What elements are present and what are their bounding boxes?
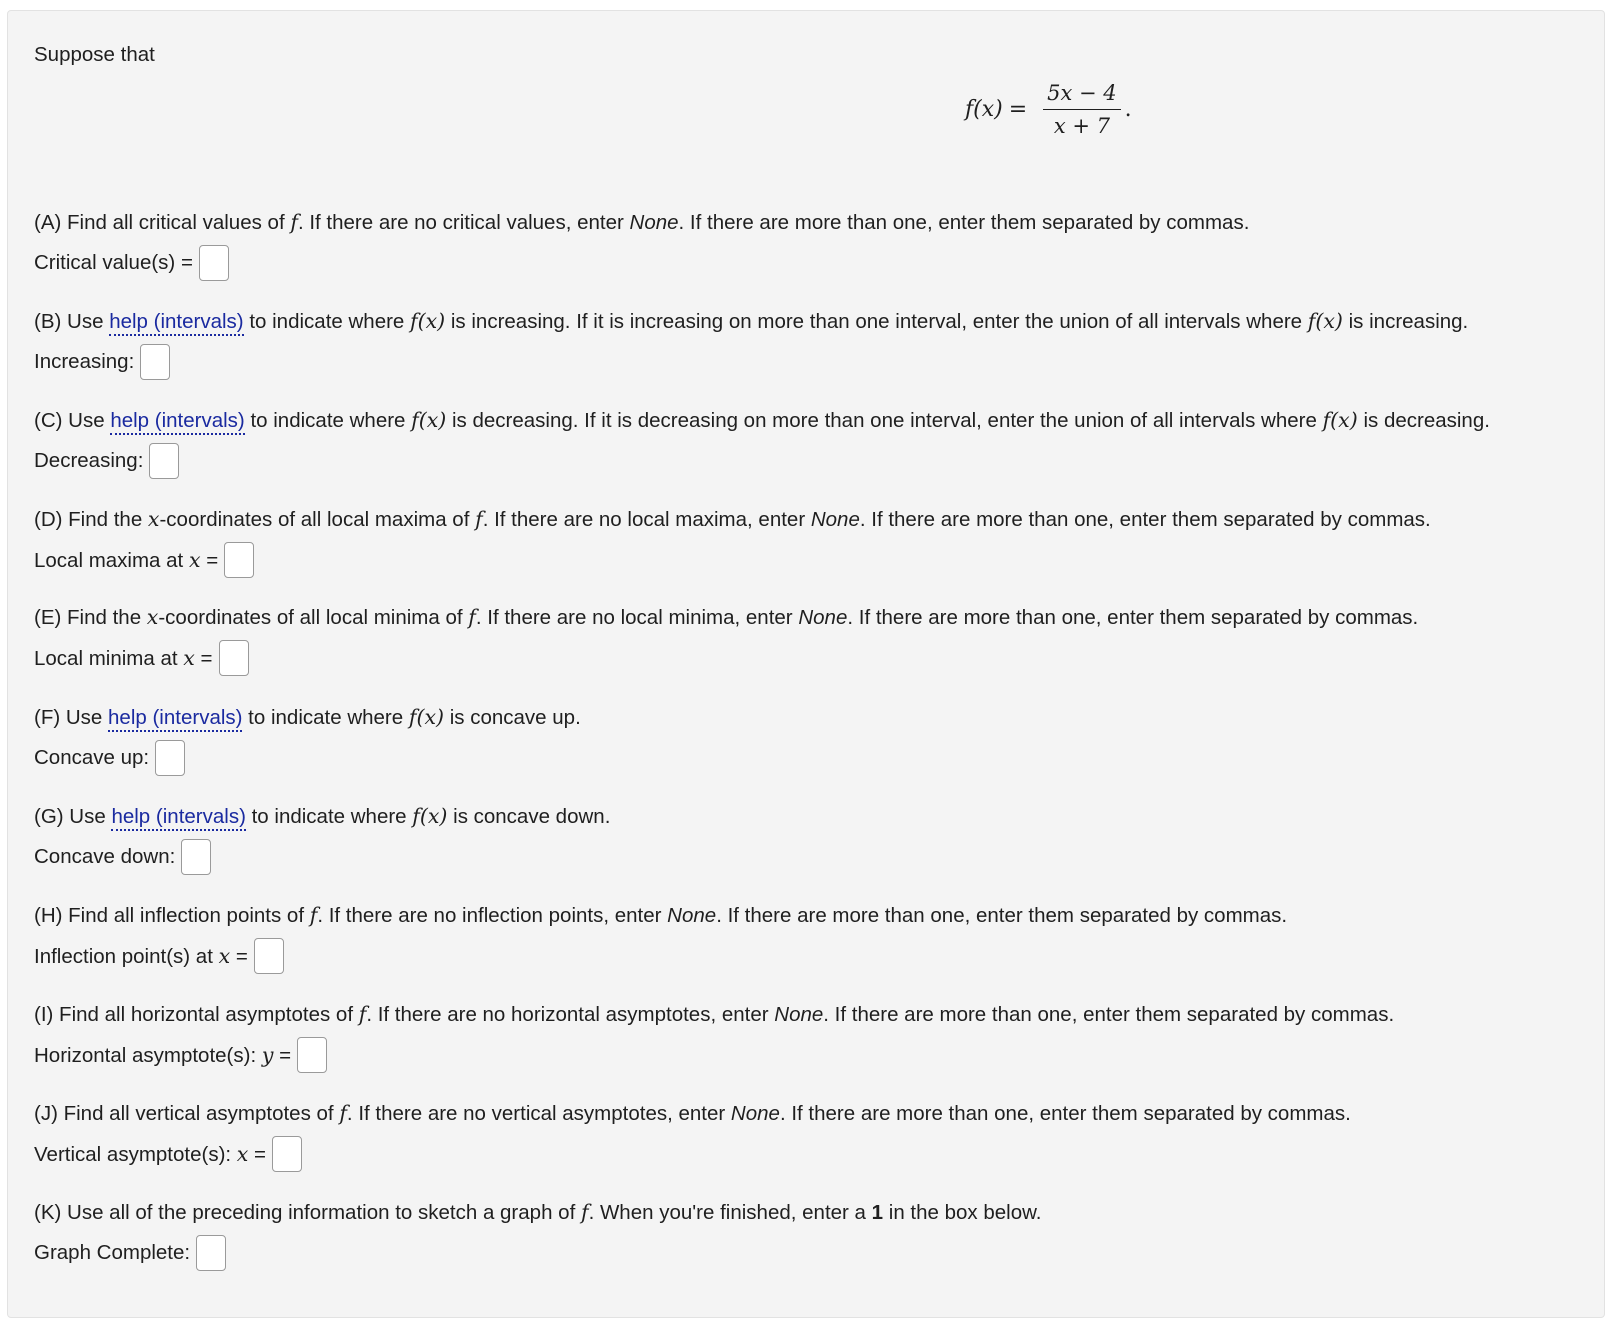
- formula-period: .: [1124, 97, 1132, 122]
- part-c-question: (C) Use help (intervals) to indicate where f(x) is decreasing. If it is decreasing on more than one interval, enter the union of all intervals where f(x) is decreasing.: [34, 406, 1490, 435]
- part-a-question: (A) Find all critical values of f. If there are no critical values, enter None. If there are more than one, enter them separated by commas.: [34, 210, 1250, 234]
- critical-values-label: Critical value(s) =: [34, 251, 193, 274]
- vertical-asymptotes-input[interactable]: [272, 1136, 302, 1172]
- horizontal-asymptotes-input[interactable]: [297, 1037, 327, 1073]
- inflection-points-input[interactable]: [254, 938, 284, 974]
- local-minima-label: Local minima at x =: [34, 645, 213, 670]
- part-i: [34, 1000, 1394, 1073]
- part-d-question: (D) Find the x-coordinates of all local maxima of f. If there are no local maxima, enter None. If there are more than one, enter them separated by commas.: [34, 507, 1431, 531]
- part-f-answer-row: [34, 740, 581, 776]
- help-intervals-link[interactable]: help (intervals): [110, 409, 244, 435]
- part-i-question: (I) Find all horizontal asymptotes of f. If there are no horizontal asymptotes, enter None. If there are more than one, enter them separated by commas.: [34, 1002, 1395, 1026]
- part-h-question: (H) Find all inflection points of f. If there are no inflection points, enter None. If there are more than one, enter them separated by commas.: [34, 903, 1288, 927]
- concave-down-input[interactable]: [181, 839, 211, 875]
- graph-complete-label: Graph Complete:: [34, 1241, 191, 1264]
- graph-complete-input[interactable]: [196, 1235, 226, 1271]
- intro-text: Suppose that: [34, 43, 155, 66]
- part-d: [34, 505, 1431, 578]
- help-intervals-link[interactable]: help (intervals): [108, 706, 242, 732]
- local-maxima-label: Local maxima at x =: [34, 547, 219, 572]
- part-d-answer-row: [34, 542, 1431, 578]
- part-e-question: (E) Find the x-coordinates of all local minima of f. If there are no local minima, enter None. If there are more than one, enter them separated by commas.: [34, 605, 1419, 629]
- help-intervals-link[interactable]: help (intervals): [109, 310, 243, 336]
- part-a-answer-row: [34, 245, 1249, 281]
- inflection-points-label: Inflection point(s) at x =: [34, 943, 248, 968]
- part-g: [34, 802, 610, 875]
- part-b-question: (B) Use help (intervals) to indicate where f(x) is increasing. If it is increasing on more than one interval, enter the union of all intervals where f(x) is increasing.: [34, 307, 1468, 336]
- part-g-answer-row: [34, 839, 610, 875]
- formula-denominator: x + 7: [1053, 114, 1110, 138]
- part-j-question: (J) Find all vertical asymptotes of f. If there are no vertical asymptotes, enter None. If there are more than one, enter them separated by commas.: [34, 1101, 1351, 1125]
- part-i-answer-row: [34, 1037, 1394, 1073]
- critical-values-input[interactable]: [199, 245, 229, 281]
- part-c: [34, 406, 1490, 479]
- part-f: [34, 703, 581, 776]
- decreasing-input[interactable]: [149, 443, 179, 479]
- part-c-answer-row: [34, 443, 1490, 479]
- formula-fraction: [1043, 81, 1121, 138]
- problem-panel: [7, 10, 1605, 1318]
- part-g-question: (G) Use help (intervals) to indicate where f(x) is concave down.: [34, 802, 610, 831]
- part-e-answer-row: [34, 640, 1418, 676]
- concave-up-label: Concave up:: [34, 746, 150, 769]
- help-intervals-link[interactable]: help (intervals): [111, 805, 245, 831]
- local-maxima-input[interactable]: [224, 542, 254, 578]
- part-j: [34, 1099, 1351, 1172]
- formula-numerator: 5x − 4: [1043, 81, 1121, 110]
- part-b-answer-row: [34, 344, 1468, 380]
- part-b: [34, 307, 1468, 380]
- part-h: [34, 901, 1287, 974]
- part-e: [34, 603, 1418, 676]
- part-h-answer-row: [34, 938, 1287, 974]
- part-a: [34, 208, 1249, 281]
- increasing-label: Increasing:: [34, 350, 135, 373]
- concave-down-label: Concave down:: [34, 845, 176, 868]
- part-k: [34, 1198, 1042, 1271]
- formula-equals: =: [1008, 97, 1028, 122]
- formula-lhs: f(x): [965, 97, 1003, 122]
- concave-up-input[interactable]: [155, 740, 185, 776]
- function-formula: [965, 81, 1132, 138]
- part-f-question: (F) Use help (intervals) to indicate where f(x) is concave up.: [34, 703, 581, 732]
- part-k-answer-row: [34, 1235, 1042, 1271]
- part-k-question: (K) Use all of the preceding information to sketch a graph of f. When you're finished, enter a 1 in the box below.: [34, 1200, 1042, 1224]
- local-minima-input[interactable]: [219, 640, 249, 676]
- part-j-answer-row: [34, 1136, 1351, 1172]
- decreasing-label: Decreasing:: [34, 449, 144, 472]
- horizontal-asymptotes-label: Horizontal asymptote(s): y =: [34, 1042, 292, 1067]
- increasing-input[interactable]: [140, 344, 170, 380]
- vertical-asymptotes-label: Vertical asymptote(s): x =: [34, 1141, 267, 1166]
